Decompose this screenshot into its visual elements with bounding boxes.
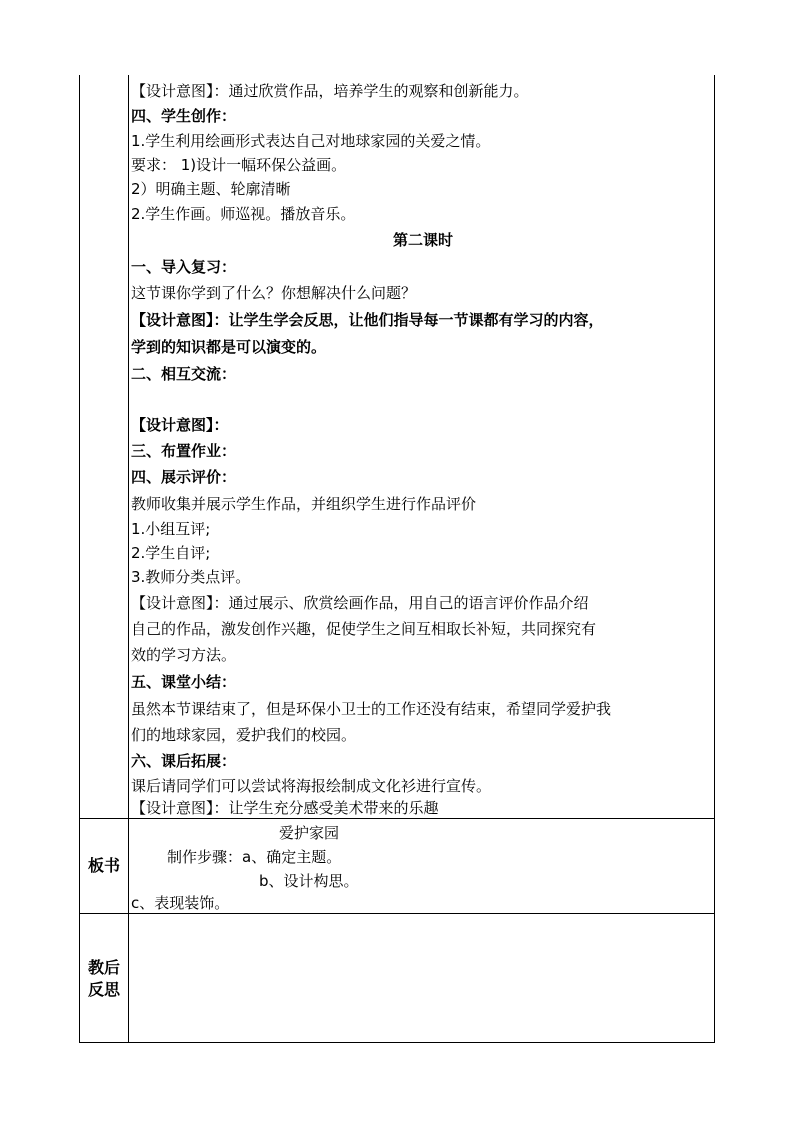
design-intent-evaluation-1: 【设计意图】：通过展示、欣赏绘画作品，用自己的语言评价作品介绍	[131, 594, 589, 612]
table-left-border	[79, 75, 80, 1043]
table-bottom-border	[79, 1042, 715, 1043]
section-summary: 五、课堂小结：	[131, 673, 237, 691]
table-column-divider	[128, 75, 129, 1043]
reflection-label-line-2: 反思	[87, 980, 120, 999]
design-intent-evaluation-2: 自己的作品，激发创作兴趣，促使学生之间互相取长补短，共同探究有	[131, 620, 597, 638]
section-student-creation: 四、学生创作：	[131, 107, 237, 125]
design-intent-appreciation: 【设计意图】：通过欣赏作品，培养学生的观察和创新能力。	[131, 82, 529, 100]
section-review: 一、导入复习：	[131, 258, 237, 276]
section-homework: 三、布置作业：	[131, 442, 237, 460]
creation-item-2: 2.学生作画。师巡视。播放音乐。	[131, 205, 356, 223]
creation-item-1: 1.学生利用绘画形式表达自己对地球家园的关爱之情。	[131, 132, 491, 150]
board-title: 爱护家园	[279, 824, 340, 842]
design-intent-evaluation-3: 效的学习方法。	[131, 646, 237, 664]
evaluation-item-1: 1.小组互评;	[131, 520, 211, 538]
reflection-content-cell[interactable]	[131, 914, 715, 1042]
design-intent-reflection-1: 【设计意图】：让学生学会反思，让他们指导每一节课都有学习的内容，	[131, 311, 604, 329]
summary-text-1: 虽然本节课结束了，但是环保小卫士的工作还没有结束，希望同学爱护我	[131, 700, 612, 718]
board-content-cell	[131, 818, 715, 913]
evaluation-intro: 教师收集并展示学生作品，并组织学生进行作品评价	[131, 495, 477, 513]
summary-text-2: 们的地球家园，爱护我们的校园。	[131, 726, 357, 744]
reflection-label-line-1: 教后	[87, 958, 120, 977]
section-display-evaluation: 四、展示评价：	[131, 468, 237, 486]
evaluation-item-2: 2.学生自评;	[131, 544, 211, 562]
board-step-c: c、表现装饰。	[131, 894, 230, 912]
lesson-content-cell	[131, 0, 715, 818]
design-intent-extension: 【设计意图】：让学生充分感受美术带来的乐趣	[131, 799, 439, 817]
board-step-b: b、设计构思。	[259, 872, 359, 890]
section-exchange: 二、相互交流：	[131, 365, 237, 383]
design-intent-empty: 【设计意图】：	[131, 416, 229, 434]
second-lesson-heading: 第二课时	[392, 231, 453, 249]
evaluation-item-3: 3.教师分类点评。	[131, 568, 251, 586]
board-label: 板书	[87, 856, 120, 875]
review-question: 这节课你学到了什么？你想解决什么问题？	[131, 284, 417, 302]
creation-requirement: 要求： 1)设计一幅环保公益画。	[131, 156, 347, 174]
design-intent-reflection-2: 学到的知识都是可以演变的。	[131, 338, 327, 356]
extension-text: 课后请同学们可以尝试将海报绘制成文化衫进行宣传。	[131, 777, 492, 795]
board-step-a: 制作步骤：a、确定主题。	[167, 848, 342, 866]
creation-requirement-2: 2）明确主题、轮廓清晰	[131, 180, 291, 198]
section-extension: 六、课后拓展：	[131, 752, 237, 770]
